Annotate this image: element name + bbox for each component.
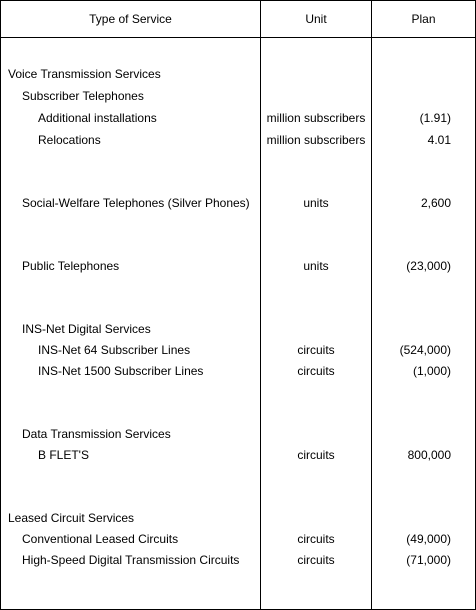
plan-cell: (49,000) bbox=[406, 532, 451, 546]
unit-cell: circuits bbox=[297, 343, 335, 357]
plan-cell: (524,000) bbox=[399, 343, 451, 357]
unit-cell: million subscribers bbox=[266, 111, 366, 125]
plan-cell: (1.91) bbox=[419, 111, 451, 125]
plan-cell: 4.01 bbox=[427, 133, 451, 147]
plan-cell: (23,000) bbox=[406, 259, 451, 273]
table-row bbox=[1, 111, 475, 127]
unit-cell: circuits bbox=[297, 553, 335, 567]
service-cell: Additional installations bbox=[38, 111, 157, 125]
service-cell: Data Transmission Services bbox=[22, 427, 171, 441]
unit-cell: units bbox=[303, 196, 329, 210]
service-cell: INS-Net Digital Services bbox=[22, 322, 151, 336]
unit-cell: million subscribers bbox=[266, 133, 366, 147]
table-row bbox=[1, 322, 475, 338]
service-cell: Public Telephones bbox=[22, 259, 120, 273]
table-row bbox=[1, 196, 475, 212]
table-row bbox=[1, 67, 475, 83]
table-row bbox=[1, 448, 475, 464]
plan-cell: (71,000) bbox=[406, 553, 451, 567]
service-cell: Leased Circuit Services bbox=[8, 511, 135, 525]
unit-cell: circuits bbox=[297, 448, 335, 462]
service-cell: Social-Welfare Telephones (Silver Phones) bbox=[22, 196, 250, 210]
table-row bbox=[1, 133, 475, 149]
table-row bbox=[1, 532, 475, 548]
unit-cell: circuits bbox=[297, 364, 335, 378]
table-row bbox=[1, 553, 475, 569]
service-cell: Conventional Leased Circuits bbox=[22, 532, 179, 546]
table-row bbox=[1, 511, 475, 527]
unit-cell: units bbox=[303, 259, 329, 273]
plan-cell: 2,600 bbox=[420, 196, 451, 210]
header-service: Type of Service bbox=[89, 12, 172, 26]
plan-cell: 800,000 bbox=[407, 448, 451, 462]
table-row bbox=[1, 259, 475, 275]
table-row bbox=[1, 364, 475, 380]
header-divider bbox=[1, 37, 475, 38]
header-unit: Unit bbox=[305, 12, 327, 26]
table-row bbox=[1, 343, 475, 359]
service-cell: INS-Net 1500 Subscriber Lines bbox=[38, 364, 204, 378]
service-cell: Relocations bbox=[38, 133, 101, 147]
table-row bbox=[1, 427, 475, 443]
service-cell: High-Speed Digital Transmission Circuits bbox=[22, 553, 240, 567]
table-row bbox=[1, 89, 475, 105]
unit-cell: circuits bbox=[297, 532, 335, 546]
service-cell: Subscriber Telephones bbox=[22, 89, 144, 103]
plan-cell: (1,000) bbox=[412, 364, 451, 378]
service-cell: INS-Net 64 Subscriber Lines bbox=[38, 343, 191, 357]
service-cell: Voice Transmission Services bbox=[8, 67, 161, 81]
header-plan: Plan bbox=[411, 12, 436, 26]
service-cell: B FLET'S bbox=[38, 448, 89, 462]
